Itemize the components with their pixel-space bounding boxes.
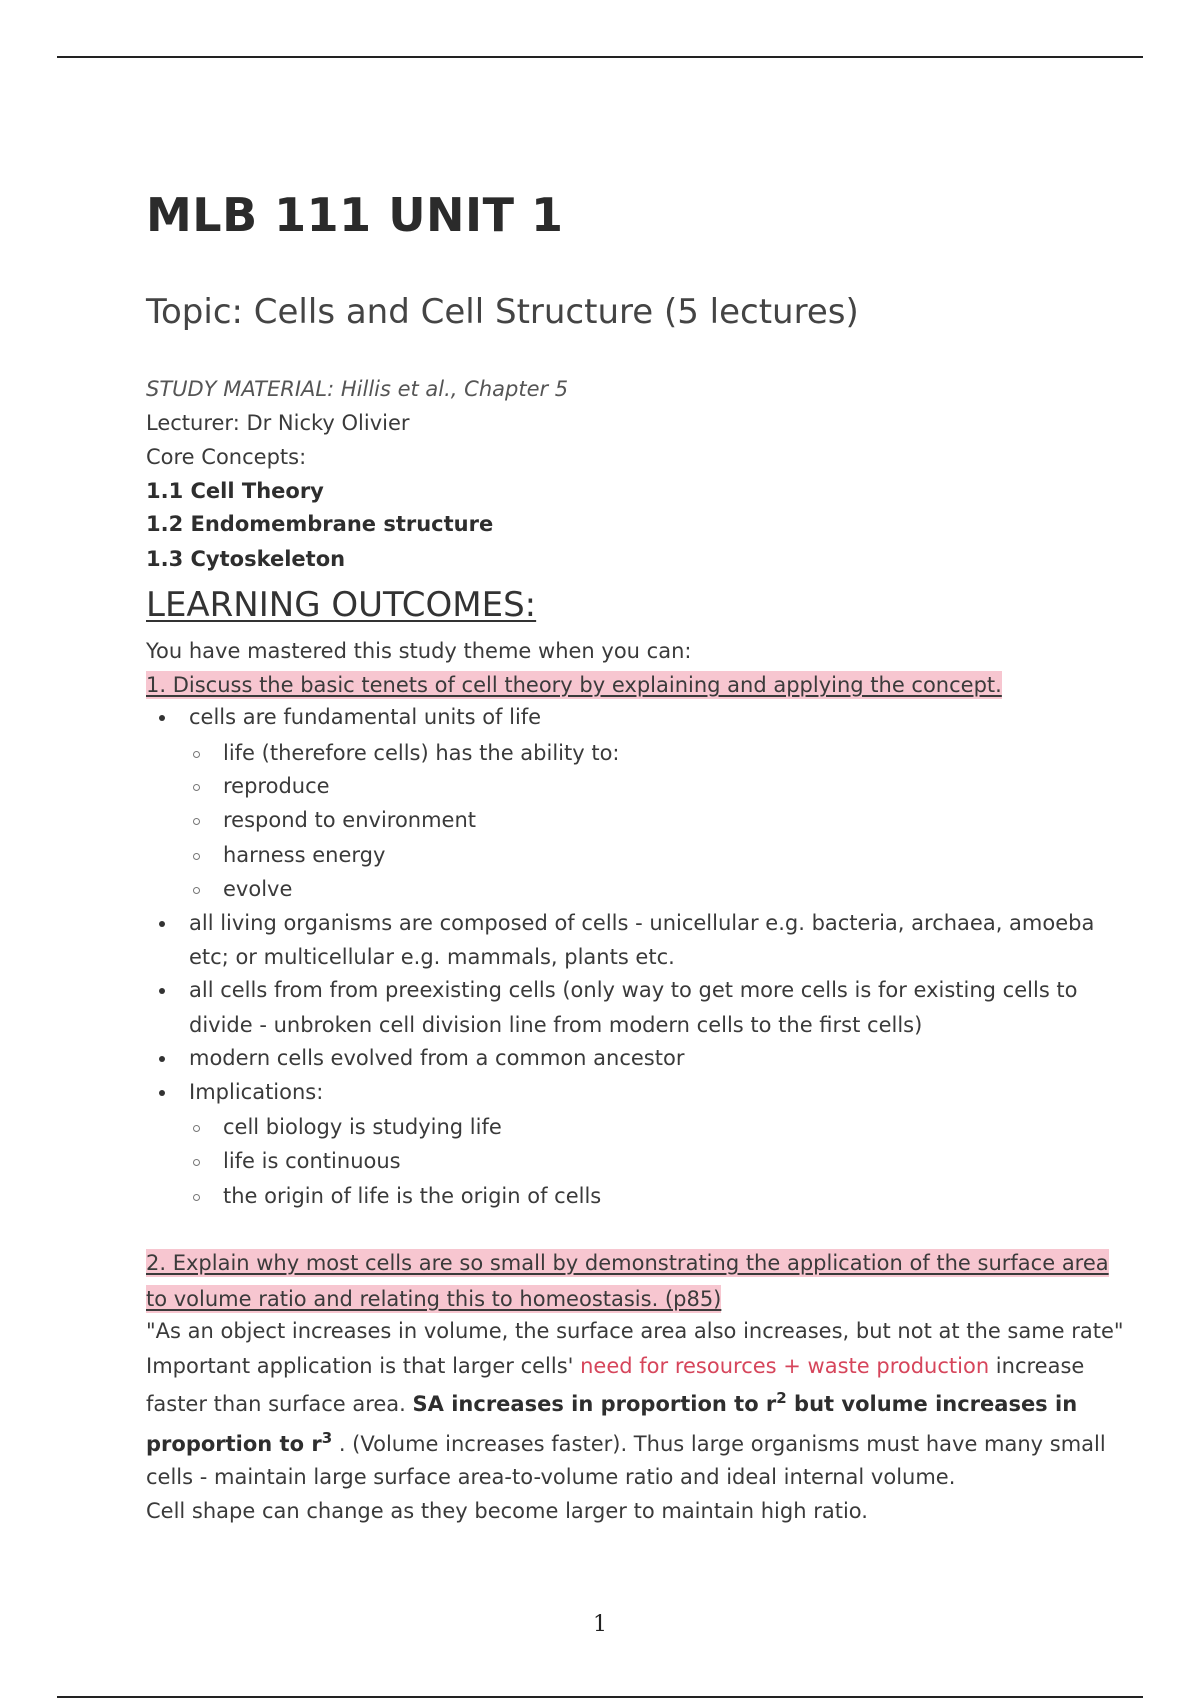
- outcome-2-heading-line2: to volume ratio and relating this to homeostasis. (p85): [146, 1287, 722, 1311]
- sub-list-item: the origin of life is the origin of cells: [223, 1182, 601, 1210]
- list-item: all cells from from preexisting cells (only way to get more cells is for existing cells to: [189, 976, 1078, 1004]
- bullet-icon: [159, 1056, 165, 1062]
- outcome-1-highlight: 1. Discuss the basic tenets of cell theory by explaining and applying the concept.: [146, 673, 1002, 697]
- sub-list-item: cell biology is studying life: [223, 1113, 502, 1141]
- list-item: all living organisms are composed of cells - unicellular e.g. bacteria, archaea, amoeba: [189, 909, 1094, 937]
- sub-list-item: life is continuous: [223, 1147, 401, 1175]
- sub-list-item: life (therefore cells) has the ability to:: [223, 739, 620, 767]
- sub-bullet-icon: [193, 1194, 200, 1201]
- mastered-intro: You have mastered this study theme when you can:: [146, 639, 692, 663]
- paragraph-line: proportion to $r^3$ . (Volume increases faster). Thus large organisms must have many small: [146, 1429, 1106, 1456]
- paragraph-line: Cell shape can change as they become larger to maintain high ratio.: [146, 1499, 868, 1523]
- top-rule: [57, 56, 1143, 58]
- study-material: STUDY MATERIAL: Hillis et al., Chapter 5: [146, 377, 569, 401]
- list-item-continuation: divide - unbroken cell division line from modern cells to the first cells): [189, 1013, 923, 1037]
- sub-bullet-icon: [193, 751, 200, 758]
- topic-heading: Topic: Cells and Cell Structure (5 lectures): [146, 292, 859, 332]
- core-concepts-label: Core Concepts:: [146, 445, 307, 469]
- paragraph-line: cells - maintain large surface area-to-volume ratio and ideal internal volume.: [146, 1465, 956, 1489]
- sub-list-item: reproduce: [223, 772, 330, 800]
- bullet-icon: [159, 1090, 165, 1096]
- sub-bullet-icon: [193, 887, 200, 894]
- sub-list-item: harness energy: [223, 841, 385, 869]
- core-concept-item: 1.1 Cell Theory: [146, 479, 324, 503]
- outcome-2-heading-line1: 2. Explain why most cells are so small by demonstrating the application of the surface area: [146, 1251, 1109, 1275]
- sub-bullet-icon: [193, 853, 200, 860]
- bullet-icon: [159, 988, 165, 994]
- list-item-continuation: etc; or multicellular e.g. mammals, plants etc.: [189, 945, 675, 969]
- document-title: MLB 111 UNIT 1: [146, 188, 564, 242]
- page-number: 1: [593, 1612, 607, 1637]
- sub-bullet-icon: [193, 818, 200, 825]
- bullet-icon: [159, 921, 165, 927]
- sa-volume-quote: "As an object increases in volume, the surface area also increases, but not at the same rate": [146, 1319, 1124, 1343]
- highlighted-phrase: need for resources + waste production: [580, 1354, 990, 1378]
- core-concept-item: 1.2 Endomembrane structure: [146, 512, 494, 536]
- sub-bullet-icon: [193, 1159, 200, 1166]
- lecturer: Lecturer: Dr Nicky Olivier: [146, 411, 410, 435]
- list-item: cells are fundamental units of life: [189, 703, 541, 731]
- bottom-rule: [57, 1696, 1143, 1698]
- core-concept-item: 1.3 Cytoskeleton: [146, 547, 346, 571]
- paragraph-line: faster than surface area. SA increases in proportion to $r^2$ but volume increases in: [146, 1389, 1078, 1416]
- outcome-1-heading: [146, 671, 1002, 699]
- list-item: Implications:: [189, 1078, 323, 1106]
- sub-list-item: evolve: [223, 875, 292, 903]
- sub-list-item: respond to environment: [223, 806, 476, 834]
- sub-bullet-icon: [193, 784, 200, 791]
- sub-bullet-icon: [193, 1125, 200, 1132]
- paragraph-line: Important application is that larger cells' need for resources + waste production increase: [146, 1354, 1085, 1378]
- list-item: modern cells evolved from a common ancestor: [189, 1044, 684, 1072]
- bullet-icon: [159, 715, 165, 721]
- learning-outcomes-heading: LEARNING OUTCOMES:: [146, 585, 537, 625]
